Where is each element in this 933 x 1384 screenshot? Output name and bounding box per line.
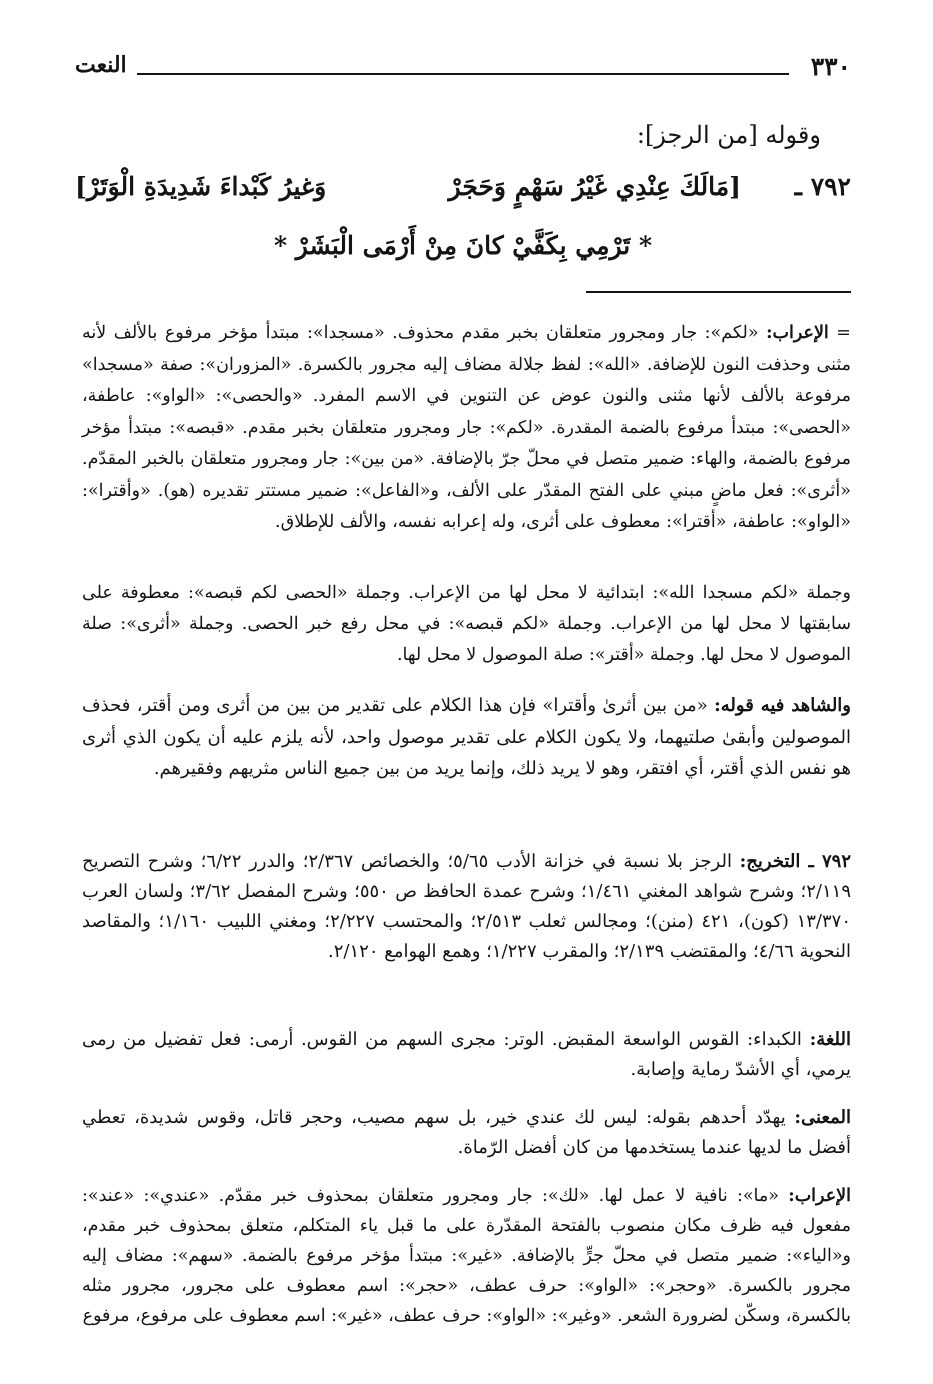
irab-label-2: الإعراب: (788, 1186, 851, 1206)
witness-label: والشاهد فيه قوله: (714, 695, 851, 716)
chapter-title: النعت (75, 52, 127, 78)
witness-text: «من بين أثرىٰ وأقترا» فإن هذا الكلام على تقدير من بين من أثرى ومن أقتر، فحذف الموصولين وأبقىٰ صلتيهما، ولا يكون الكلام على تقدير موصول واحد، لأنه يلزم عليه أن يكون الذي أثرى هو نفس الذي أقتر، أي افتقر، وهو لا يريد ذلك، وإنما يريد من بين جميع الناس مثريهم وفقيرهم. (82, 695, 851, 779)
continuation-marker: = (836, 323, 851, 343)
verse-hemistich-1: [مَالَكَ عِنْدِي غَيْرُ سَهْمٍ وَحَجَرْ (448, 172, 741, 201)
meaning-label: المعنى: (794, 1107, 851, 1128)
page-number: ٣٣٠ (810, 52, 851, 81)
verse-hemistich-2: وَغيرُ كَبْداءَ شَدِيدَةِ الْوَتَرْ] (75, 172, 327, 201)
irab-paragraph (82, 1181, 851, 1331)
irab-text-2: «ما»: نافية لا عمل لها. «لك»: جار ومجرور متعلقان بمحذوف خبر مقدّم. «عندي»: «عند»: مفعول فيه ظرف مكان منصوب بالفتحة المقدّرة على ما قبل ياء المتكلم، متعلق بمحذوف خبر مقدم، و«الياء»: ضمير متصل في محلّ جرٍّ بالإضافة. «غير»: مبتدأ مؤخر مرفوع بالضمة. «سهم»: مضاف إليه مجرور بالكسرة. «وحجر»: «الواو»: حرف عطف، «حجر»: اسم معطوف على مجرور، مجرور مثله بالكسرة، وسكّن لضرورة الشعر. «وغير»: «الواو»: حرف عطف، «غير»: اسم معطوف على مرفوع، مرفوع (82, 1186, 851, 1326)
lugha-paragraph (82, 1025, 851, 1085)
lugha-label: اللغة: (809, 1029, 851, 1050)
takhrij-text: الرجز بلا نسبة في خزانة الأدب ٥/٦٥؛ والخصائص ٢/٣٦٧؛ والدرر ٦/٢٢؛ وشرح التصريح ٢/١١٩؛ وشرح شواهد المغني ١/٤٦١؛ وشرح عمدة الحافظ ص ٥٥٠؛ وشرح المفصل ٣/٦٢؛ ولسان العرب ١٣/٣٧٠ (كون)، ٤٢١ (منن)؛ ومجالس ثعلب ٢/٥١٣؛ والمحتسب ٢/٢٢٧؛ ومغني اللبيب ١/١٦٠؛ والمقاصد النحوية ٤/٦٦؛ والمقتضب ٢/١٣٩؛ والمقرب ١/٢٢٧؛ وهمع الهوامع ٢/١٢٠. (82, 851, 851, 962)
witness-paragraph (82, 690, 851, 785)
sentences-paragraph (82, 578, 851, 671)
irab-text: «لكم»: جار ومجرور متعلقان بخبر مقدم محذوف. «مسجدا»: مبتدأ مؤخر مرفوع بالألف لأنه مثنى وحذفت النون للإضافة. «الله»: لفظ جلالة مضاف إليه مجرور بالكسرة. «المزوران»: صفة «مسجدا» مرفوعة بالألف لأنها مثنى والنون عوض عن التنوين في الاسم المفرد. «والحصى»: «الواو»: عاطفة، «الحصى»: مبتدأ مرفوع بالضمة المقدرة. «لكم»: جار ومجرور متعلقان بخبر مقدم. «قبصه»: مبتدأ مؤخر مرفوع بالضمة، والهاء: ضمير متصل في محلّ جرّ بالإضافة. «من بين»: جار ومجرور متعلقان بالخبر المقدّم. «أثرى»: فعل ماضٍ مبني على الفتح المقدّر على الألف، و«الفاعل»: ضمير مستتر تقديره (هو). «وأقترا»: «الواو»: عاطفة، «أقترا»: معطوف على أثرى، وله إعرابه نفسه، والألف للإطلاق. (82, 323, 851, 532)
meaning-text: يهدّد أحدهم بقوله: ليس لك عندي خير، بل سهم مصيب، وحجر قاتل، وقوس شديدة، تعطي أفضل ما لديها عندما يستخدمها من كان أفضل الرّماة. (82, 1107, 851, 1158)
meaning-paragraph (82, 1103, 851, 1163)
takhrij-label: ٧٩٢ ـ التخريج: (739, 851, 851, 872)
takhrij-paragraph (82, 847, 851, 967)
verse-intro: وقوله [من الرجز]: (636, 121, 821, 149)
irab-paragraph-continued (82, 318, 851, 539)
irab-label: الإعراب: (766, 323, 829, 343)
verse-number: ٧٩٢ ـ (794, 172, 851, 201)
verse-line-2: * تَرْمِي بِكَفَّيْ كانَ مِنْ أَرْمَى الْبَشَرْ * (273, 231, 653, 260)
lugha-text: الكبداء: القوس الواسعة المقبض. الوتر: مجرى السهم من القوس. أرمى: فعل تفضيل من رمى يرمي، أي الأشدّ رماية وإصابة. (82, 1029, 851, 1080)
footnote-divider (586, 291, 851, 293)
header-rule (137, 73, 789, 75)
verse-line-1 (75, 172, 851, 212)
sentences-text: وجملة «لكم مسجدا الله»: ابتدائية لا محل لها من الإعراب. وجملة «الحصى لكم قبصه»: معطوفة على سابقتها لا محل لها من الإعراب. وجملة «لكم قبصه»: في محل رفع خبر الحصى. وجملة «أثرى»: صلة الموصول لا محل لها. وجملة «أقتر»: صلة الموصول لا محل لها. (82, 583, 851, 665)
page-header (75, 52, 851, 82)
